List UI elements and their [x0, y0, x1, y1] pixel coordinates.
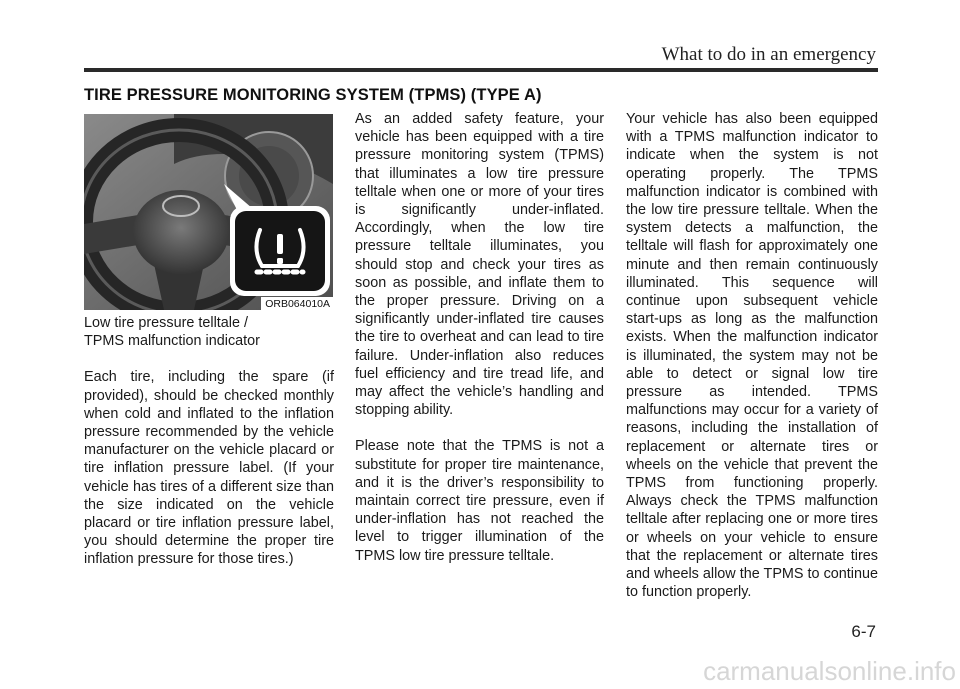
- figure-code: ORB064010A: [261, 297, 333, 310]
- paragraph-malfunction-indicator: Your vehicle has also been equipped with a TPMS malfunction indicator to indicate when the system is not operating properly. The TPMS malfunction indicator is combined with the low tire pressure telltale. When the system detects a malfunction, the telltale will flash for approximately one minute and then remain continuously illuminated. This sequence will continue upon subsequent vehicle start-ups as long as the malfunction exists. When the malfunction indicator is illuminated, the system may not be able to detect or signal low tire pressure as intended. TPMS malfunctions may occur for a variety of reasons, including the installation of replacement or alternate tires or wheels on the vehicle that prevent the TPMS from functioning properly. Always check the TPMS malfunction telltale after replacing one or more tires or wheels on your vehicle to ensure that the replacement or alternate tires and wheels allow the TPMS to continue to function properly.: [626, 111, 878, 601]
- column-3: [626, 110, 878, 601]
- column-2: [355, 110, 604, 565]
- paragraph-safety-feature: As an added safety feature, your vehicle has been equipped with a tire pressure monitoring system (TPMS) that illuminates a low tire pressure telltale when one or more of your tires is significantly under-inflated. Accordingly, when the low tire pressure telltale illuminates, you should stop and check your tires as soon as possible, and inflate them to the proper pressure. Driving on a significantly under-inflated tire causes the tire to overheat and can lead to tire failure. Under-inflation also reduces fuel efficiency and tire tread life, and may affect the vehicle’s handling and stopping ability.: [355, 111, 604, 419]
- page-number: 6-7: [851, 622, 876, 641]
- column-1: [84, 314, 334, 569]
- exclamation-icon: [277, 234, 283, 264]
- caption-line-2: TPMS malfunction indicator: [84, 333, 260, 350]
- caption-line-1: Low tire pressure telltale /: [84, 315, 248, 331]
- figure-caption: [84, 314, 334, 350]
- steering-wheel-illustration: [84, 114, 333, 310]
- header-rule: [84, 68, 878, 72]
- section-title: TIRE PRESSURE MONITORING SYSTEM (TPMS) (TYPE A): [84, 86, 542, 104]
- paragraph-spare-tire-check: Each tire, including the spare (if provided), should be checked monthly when cold and inflated to the inflation pressure recommended by the vehicle manufacturer on the vehicle placard or tire inflation pressure label. (If your vehicle has tires of a different size than the size indicated on the vehicle placard or tire inflation pressure label, you should determine the proper tire inflation pressure for those tires.): [84, 369, 334, 568]
- paragraph-not-substitute: Please note that the TPMS is not a substitute for proper tire maintenance, and it is the driver’s responsibility to maintain correct tire pressure, even if under-inflation has not reached the level to trigger illumination of the TPMS low tire pressure telltale.: [355, 438, 604, 564]
- watermark: carmanualsonline.info: [703, 656, 956, 686]
- steering-wheel-figure: [84, 114, 333, 310]
- chapter-title: What to do in an emergency: [661, 44, 876, 65]
